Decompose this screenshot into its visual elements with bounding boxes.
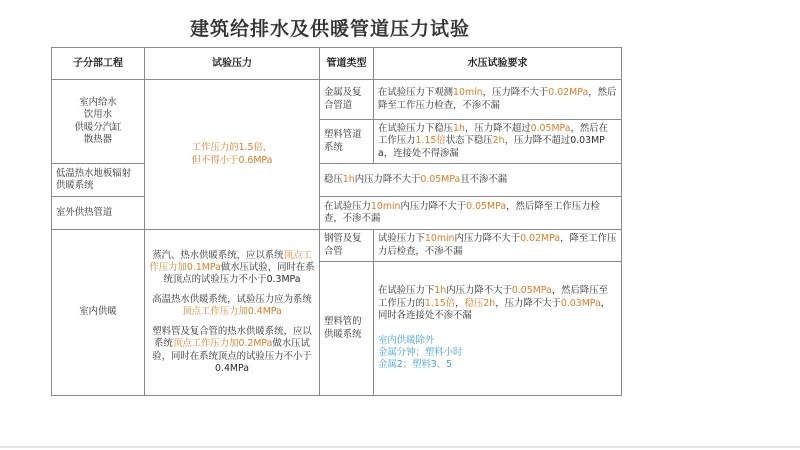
annotation-note: 室内供暖除外 金属分钟；塑料小时 金属2；塑料3、5 [378,334,463,371]
subdivision-floor-heating: 低温热水地板辐射供暖系统 [52,164,145,197]
requirement-outdoor-heating: 在试验压力10min内压力降不大于0.05MPa，然后降至工作压力检查，不渗不漏 [320,197,622,230]
table-row [52,164,622,197]
subdivision-indoor-heating: 室内供暖 [52,230,145,396]
bottom-divider [0,446,800,448]
pipe-type-plastic-heating: 塑料管的供暖系统 [320,262,374,396]
pressure-high-temp: 高温热水供暖系统，试验压力应为系统顶点工作压力加0.4MPa [152,293,312,318]
pressure-indoor-heating [145,230,320,396]
pressure-general: 工作压力的1.5倍， 但不得小于0.6MPa [145,80,320,230]
header-subdivision: 子分部工程 [52,48,145,80]
subdivision-outdoor-heating: 室外供热管道 [52,197,145,230]
table-row [52,230,622,262]
subdivision-indoor-water: 室内给水 饮用水 供暖分汽缸 散热器 [52,80,145,164]
requirement-floor-heating: 稳压1h内压力降不大于0.05MPa且不渗不漏 [320,164,622,197]
requirement-plastic: 在试验压力下稳压1h，压力降不超过0.05MPa，然后在工作压力1.15倍状态下稳压2h，压力降不超过0.03MPa，连接处不得渗漏 [374,120,622,164]
requirement-metal: 在试验压力下观测10min，压力降不大于0.02MPa，然后降至工作压力检查，不渗不漏 [374,80,622,120]
pressure-test-table [51,47,622,396]
header-test-pressure: 试验压力 [145,48,320,80]
pressure-steam-hot-water: 蒸汽、热水供暖系统，应以系统顶点工作压力加0.1MPa做水压试验，同时在系统顶点的试验压力不小于0.3MPa [149,249,315,286]
table-row [52,80,622,120]
pipe-type-plastic: 塑料管道系统 [320,120,374,164]
requirement-steel: 试验压力下10min内压力降不大于0.02MPa，降至工作压力后检查，不渗不漏 [374,230,622,262]
pressure-plastic-composite: 塑料管及复合管的热水供暖系统，应以系统顶点工作压力加0.2MPa做水压试验，同时在系统顶点的试验压力不小于0.4MPa [152,325,312,374]
table-row [52,197,622,230]
table-header-row [52,48,622,80]
pipe-type-steel: 钢管及复合管 [320,230,374,262]
pipe-type-metal: 金属及复合管道 [320,80,374,120]
requirement-plastic-heating: 在试验压力下1h内压力降不大于0.05MPa，然后降压至工作压力的1.15倍，稳压2h，压力降不大于0.03MPa，同时各连接处不渗不漏 室内供暖除外 金属分钟；塑料小时 金属2；塑料3、5 [374,262,622,396]
header-pipe-type: 管道类型 [320,48,374,80]
header-requirements: 水压试验要求 [374,48,622,80]
page-title: 建筑给排水及供暖管道压力试验 [189,18,470,40]
